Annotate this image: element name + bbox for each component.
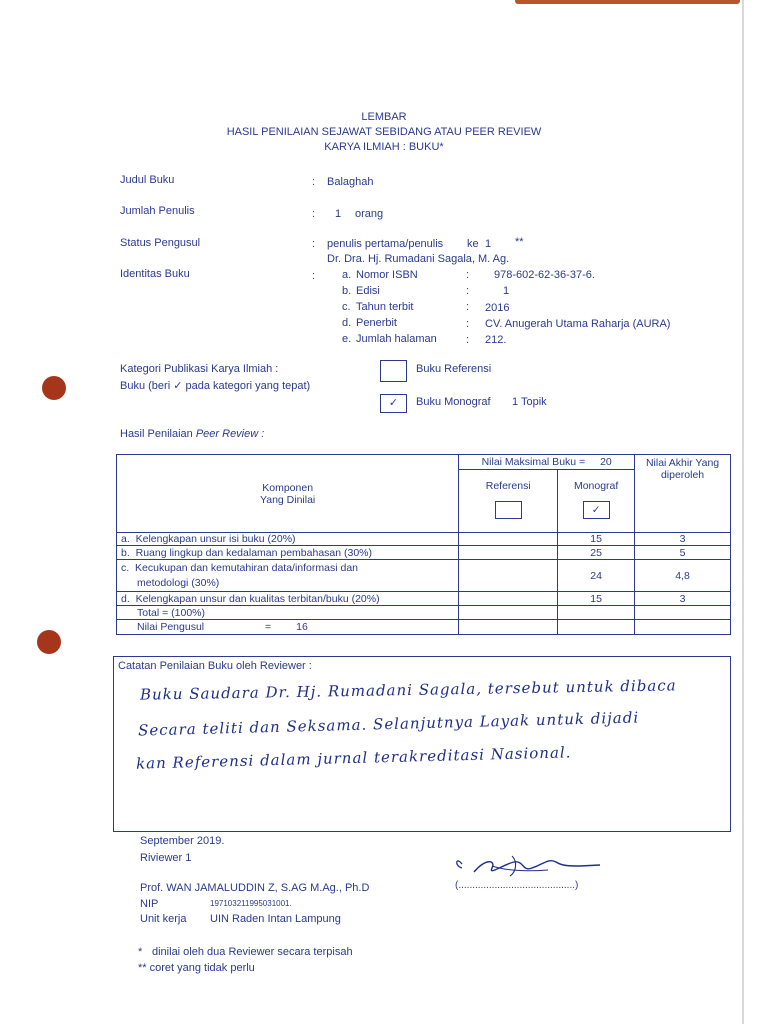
identitas-letter: d. — [342, 317, 352, 329]
colon: : — [312, 238, 316, 250]
nip-label: NIP — [140, 898, 159, 910]
row-b-monograf: 25 — [558, 546, 635, 560]
colon: : — [312, 176, 316, 188]
row-b-referensi — [459, 546, 558, 560]
komponen-header — [117, 455, 459, 533]
nilai-maks-header — [459, 455, 635, 470]
nilai-akhir-line1: Nilai Akhir Yang — [645, 457, 720, 469]
signature-line: (..........................................) — [455, 880, 579, 891]
colon: : — [466, 301, 470, 313]
table-row — [117, 546, 731, 560]
nilai-pengusul-cell — [117, 620, 459, 635]
hasil-label — [120, 428, 264, 440]
table-header-row — [117, 455, 731, 470]
referensi-checkbox[interactable] — [380, 360, 407, 382]
colon: : — [312, 208, 316, 220]
row-text: Kelengkapan unsur dan kualitas terbitan/buku (20%) — [135, 592, 380, 605]
row-b-label — [117, 546, 459, 560]
punch-hole-top — [42, 376, 66, 400]
doc-title-1: LEMBAR — [361, 111, 407, 123]
note-1: dinilai oleh dua Reviewer secara terpisah — [152, 946, 353, 958]
identitas-label-halaman: Jumlah halaman — [356, 333, 437, 345]
komponen-line1: Komponen — [262, 481, 314, 494]
notes-title: Catatan Penilaian Buku oleh Reviewer : — [118, 660, 312, 672]
row-text-2: metodologi (30%) — [137, 576, 220, 589]
referensi-col-label: Referensi — [485, 480, 531, 492]
row-letter: a. — [121, 533, 130, 545]
row-c-monograf: 24 — [558, 560, 635, 592]
identitas-label-tahun: Tahun terbit — [356, 301, 414, 313]
jumlah-num: 1 — [335, 208, 342, 220]
kategori-label-1: Kategori Publikasi Karya Ilmiah : — [120, 363, 279, 375]
nilai-akhir-line2: diperoleh — [660, 469, 705, 481]
nip-value: 197103211995031001. — [210, 899, 292, 908]
table-row — [117, 592, 731, 606]
referensi-table-checkbox[interactable] — [495, 501, 522, 519]
row-text: Kelengkapan unsur isi buku (20%) — [135, 533, 296, 545]
top-edge-stripe — [515, 0, 740, 4]
handwritten-line-1: Buku Saudara Dr. Hj. Rumadani Sagala, tersebut untuk dibaca — [139, 676, 677, 704]
author-name: Dr. Dra. Hj. Rumadani Sagala, M. Ag. — [327, 253, 510, 265]
colon: : — [466, 318, 470, 330]
pengusul-referensi — [459, 620, 558, 635]
colon: : — [466, 269, 470, 281]
identitas-letter: b. — [342, 285, 352, 297]
pengusul-akhir — [635, 620, 731, 635]
nilai-pengusul-row — [117, 620, 731, 635]
page-edge — [742, 0, 744, 1024]
total-label: Total = (100%) — [117, 606, 459, 620]
status-ke: ke — [467, 238, 479, 250]
opt-referensi-label: Buku Referensi — [416, 363, 492, 375]
nilai-pengusul-value: 16 — [296, 621, 308, 633]
colon: : — [466, 334, 470, 346]
review-date: September 2019. — [140, 835, 225, 847]
row-text: Ruang lingkup dan kedalaman pembahasan (30%) — [135, 546, 373, 559]
table-row — [117, 560, 731, 592]
reviewer-label: Riviewer 1 — [140, 852, 192, 864]
row-a-akhir: 3 — [635, 533, 731, 546]
row-text: Kecukupan dan kemutahiran data/informasi dan — [135, 561, 358, 574]
identitas-label-penerbit: Penerbit — [356, 317, 397, 329]
row-c-referensi — [459, 560, 558, 592]
hasil-label-end: : — [261, 428, 265, 440]
identitas-value-penerbit: CV. Anugerah Utama Raharja (AURA) — [485, 318, 671, 330]
unit-label: Unit kerja — [140, 913, 187, 925]
identitas-letter: c. — [342, 301, 351, 313]
total-row — [117, 606, 731, 620]
identitas-value-edisi: 1 — [503, 285, 510, 297]
row-d-label — [117, 592, 459, 606]
status-value: penulis pertama/penulis — [327, 238, 444, 250]
doc-title-3: KARYA ILMIAH : BUKU* — [324, 141, 444, 153]
reviewer-name: Prof. WAN JAMALUDDIN Z, S.AG M.Ag., Ph.D — [140, 882, 370, 894]
row-c-label — [117, 560, 459, 592]
kategori-label-2: Buku (beri ✓ pada kategori yang tepat) — [120, 380, 311, 392]
table-row — [117, 533, 731, 546]
hasil-label-italic: Peer Review — [195, 428, 259, 440]
colon: : — [312, 270, 316, 282]
status-label: Status Pengusul — [120, 237, 201, 249]
score-table — [116, 454, 731, 635]
jumlah-unit: orang — [355, 208, 384, 220]
row-d-monograf: 15 — [558, 592, 635, 606]
handwritten-line-2: Secara teliti dan Seksama. Selanjutnya Layak untuk dijadi — [137, 708, 640, 740]
identitas-value-isbn: 978-602-62-36-37-6. — [494, 269, 595, 281]
judul-value: Balaghah — [327, 176, 374, 188]
unit-value: UIN Raden Intan Lampung — [210, 913, 341, 925]
note-2: ** coret yang tidak perlu — [138, 962, 255, 974]
nilai-pengusul-label: Nilai Pengusul — [137, 621, 205, 633]
komponen-line2: Yang Dinilai — [260, 493, 316, 506]
identitas-letter: e. — [342, 333, 352, 345]
identitas-label-edisi: Edisi — [356, 285, 380, 297]
monograf-col-label: Monograf — [573, 480, 619, 492]
row-letter: d. — [121, 592, 130, 605]
note-1-mark: * — [138, 946, 143, 958]
status-mark: ** — [515, 236, 524, 248]
row-d-akhir: 3 — [635, 592, 731, 606]
row-a-monograf: 15 — [558, 533, 635, 546]
nilai-akhir-header — [635, 455, 731, 533]
identitas-label: Identitas Buku — [120, 268, 190, 280]
row-letter: b. — [121, 546, 130, 559]
row-d-referensi — [459, 592, 558, 606]
nilai-maks-value: 20 — [600, 456, 612, 468]
row-a-label — [117, 533, 459, 546]
nilai-maks-label: Nilai Maksimal Buku = — [481, 456, 586, 468]
row-letter: c. — [121, 561, 130, 574]
handwritten-line-3: kan Referensi dalam jurnal terakreditasi Nasional. — [135, 743, 572, 773]
hasil-label-text: Hasil Penilaian — [120, 428, 193, 440]
pengusul-monograf — [558, 620, 635, 635]
total-akhir — [635, 606, 731, 620]
reviewer-notes-box — [113, 656, 731, 832]
identitas-letter: a. — [342, 269, 352, 281]
status-ke-num: 1 — [485, 238, 492, 250]
row-b-akhir: 5 — [635, 546, 731, 560]
punch-hole-bottom — [37, 630, 61, 654]
monograf-header — [558, 470, 635, 533]
referensi-header — [459, 470, 558, 533]
colon: : — [466, 285, 470, 297]
row-a-referensi — [459, 533, 558, 546]
jumlah-label: Jumlah Penulis — [120, 205, 195, 217]
doc-title-2: HASIL PENILAIAN SEJAWAT SEBIDANG ATAU PEER REVIEW — [226, 126, 542, 138]
opt-monograf-extra: 1 Topik — [512, 396, 547, 408]
monograf-checkbox[interactable]: ✓ — [380, 394, 407, 413]
identitas-value-halaman: 212. — [485, 334, 507, 346]
judul-label: Judul Buku — [120, 174, 175, 186]
total-referensi — [459, 606, 558, 620]
identitas-value-tahun: 2016 — [485, 302, 510, 314]
identitas-label-isbn: Nomor ISBN — [356, 269, 418, 281]
row-c-akhir: 4,8 — [635, 560, 731, 592]
nilai-pengusul-eq: = — [265, 621, 272, 633]
opt-monograf-label: Buku Monograf — [416, 396, 491, 408]
total-monograf — [558, 606, 635, 620]
monograf-table-checkbox[interactable]: ✓ — [583, 501, 610, 519]
